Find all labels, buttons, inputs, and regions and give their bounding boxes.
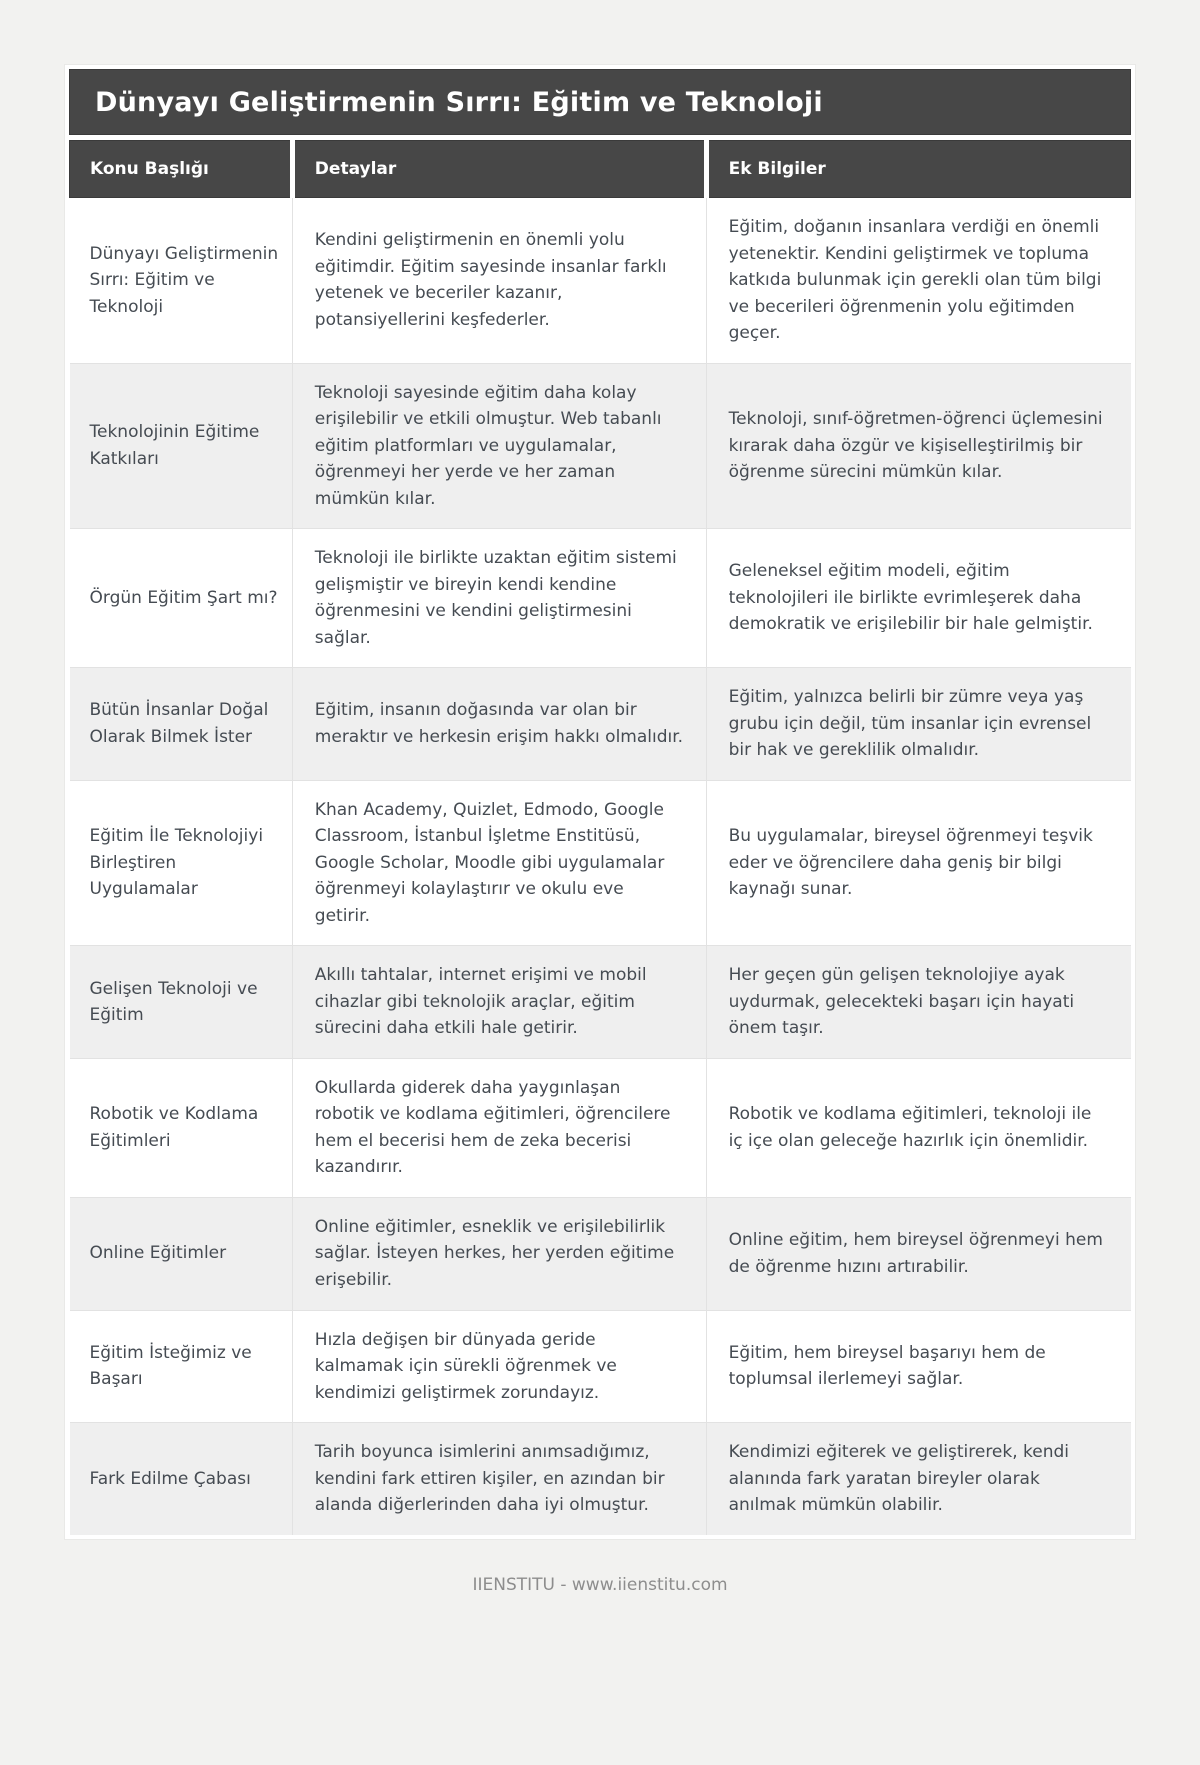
extra-cell: Robotik ve kodlama eğitimleri, teknoloji ile iç içe olan geleceğe hazırlık için önemlidir.: [706, 1058, 1130, 1197]
footer-credit: IIENSTITU - www.iienstitu.com: [472, 1574, 728, 1595]
details-cell: Tarih boyunca isimlerini anımsadığımız, kendini fark ettiren kişiler, en azından bir alanda diğerlerinden daha iyi olmuştur.: [292, 1423, 706, 1535]
details-cell: Okullarda giderek daha yaygınlaşan robotik ve kodlama eğitimleri, öğrencilere hem el becerisi hem de zeka becerisi kazandırır.: [292, 1058, 706, 1197]
extra-cell: Bu uygulamalar, bireysel öğrenmeyi teşvik eder ve öğrencilere daha geniş bir bilgi kaynağı sunar.: [706, 780, 1130, 946]
extra-cell: Online eğitim, hem bireysel öğrenmeyi hem de öğrenme hızını artırabilir.: [706, 1197, 1130, 1310]
extra-cell: Geleneksel eğitim modeli, eğitim teknolojileri ile birlikte evrimleşerek daha demokratik ve erişilebilir bir hale gelmiştir.: [706, 529, 1130, 668]
details-cell: Eğitim, insanın doğasında var olan bir meraktır ve herkesin erişim hakkı olmalıdır.: [292, 668, 706, 781]
column-header-topic: Konu Başlığı: [70, 141, 293, 198]
topic-cell: Robotik ve Kodlama Eğitimleri: [70, 1058, 293, 1197]
details-cell: Teknoloji ile birlikte uzaktan eğitim sistemi gelişmiştir ve bireyin kendi kendine öğrenmesini ve kendini geliştirmesini sağlar.: [292, 529, 706, 668]
table-row: [70, 198, 1131, 364]
details-cell: Teknoloji sayesinde eğitim daha kolay erişilebilir ve etkili olmuştur. Web tabanlı eğitim platformları ve uygulamalar, öğrenmeyi her yerde ve her zaman mümkün kılar.: [292, 363, 706, 529]
topic-cell: Fark Edilme Çabası: [70, 1423, 293, 1535]
details-cell: Online eğitimler, esneklik ve erişilebilirlik sağlar. İsteyen herkes, her yerden eğitime erişebilir.: [292, 1197, 706, 1310]
table-row: [70, 1058, 1131, 1197]
column-header-details: Detaylar: [292, 141, 706, 198]
table-body: [70, 198, 1131, 1535]
extra-cell: Kendimizi eğiterek ve geliştirerek, kendi alanında fark yaratan bireyler olarak anılmak mümkün olabilir.: [706, 1423, 1130, 1535]
topic-cell: Eğitim İle Teknolojiyi Birleştiren Uygulamalar: [70, 780, 293, 946]
extra-cell: Eğitim, hem bireysel başarıyı hem de toplumsal ilerlemeyi sağlar.: [706, 1310, 1130, 1423]
topic-cell: Online Eğitimler: [70, 1197, 293, 1310]
title-bar: [69, 69, 1131, 135]
column-header-extra: Ek Bilgiler: [706, 141, 1130, 198]
table-row: [70, 780, 1131, 946]
extra-cell: Eğitim, yalnızca belirli bir zümre veya yaş grubu için değil, tüm insanlar için evrensel bir hak ve gereklilik olmalıdır.: [706, 668, 1130, 781]
extra-cell: Eğitim, doğanın insanlara verdiği en önemli yetenektir. Kendini geliştirmek ve topluma katkıda bulunmak için gerekli olan tüm bilgi ve becerileri öğrenmenin yolu eğitimden geçer.: [706, 198, 1130, 364]
table-row: [70, 363, 1131, 529]
topic-cell: Gelişen Teknoloji ve Eğitim: [70, 946, 293, 1059]
table-row: [70, 946, 1131, 1059]
details-cell: Hızla değişen bir dünyada geride kalmamak için sürekli öğrenmek ve kendimizi geliştirmek zorundayız.: [292, 1310, 706, 1423]
table-row: [70, 1310, 1131, 1423]
topic-cell: Eğitim İsteğimiz ve Başarı: [70, 1310, 293, 1423]
content-table: [69, 140, 1131, 1535]
table-row: [70, 1423, 1131, 1535]
extra-cell: Her geçen gün gelişen teknolojiye ayak uydurmak, gelecekteki başarı için hayati önem taşır.: [706, 946, 1130, 1059]
topic-cell: Bütün İnsanlar Doğal Olarak Bilmek İster: [70, 668, 293, 781]
table-header: [70, 141, 1131, 198]
details-cell: Khan Academy, Quizlet, Edmodo, Google Classroom, İstanbul İşletme Enstitüsü, Google Scholar, Moodle gibi uygulamalar öğrenmeyi kolaylaştırır ve okulu eve getirir.: [292, 780, 706, 946]
content-card: [64, 64, 1136, 1540]
details-cell: Kendini geliştirmenin en önemli yolu eğitimdir. Eğitim sayesinde insanlar farklı yetenek ve beceriler kazanır, potansiyellerini keşfederler.: [292, 198, 706, 364]
extra-cell: Teknoloji, sınıf-öğretmen-öğrenci üçlemesini kırarak daha özgür ve kişiselleştirilmiş bir öğrenme sürecini mümkün kılar.: [706, 363, 1130, 529]
table-row: [70, 1197, 1131, 1310]
header-row: [70, 141, 1131, 198]
topic-cell: Örgün Eğitim Şart mı?: [70, 529, 293, 668]
details-cell: Akıllı tahtalar, internet erişimi ve mobil cihazlar gibi teknolojik araçlar, eğitim sürecini daha etkili hale getirir.: [292, 946, 706, 1059]
page-title: Dünyayı Geliştirmenin Sırrı: Eğitim ve Teknoloji: [95, 86, 823, 118]
table-row: [70, 668, 1131, 781]
topic-cell: Teknolojinin Eğitime Katkıları: [70, 363, 293, 529]
topic-cell: Dünyayı Geliştirmenin Sırrı: Eğitim ve Teknoloji: [70, 198, 293, 364]
table-row: [70, 529, 1131, 668]
